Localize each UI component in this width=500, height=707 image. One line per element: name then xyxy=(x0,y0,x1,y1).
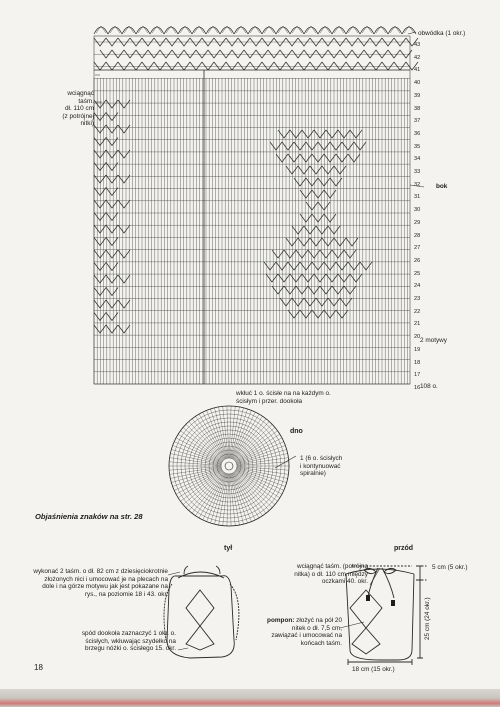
dno-note: 1 (6 o. ścisłych i kontynuować spiralnie) xyxy=(300,455,343,478)
tyl-note-top: wykonać 2 taśm. o dł. 82 cm z dziesięciokrotnie złożonych nici i umocować je na plecach na dole i na górze motywu jak jest pokazane na rys., na poziomie 18 i 43. okr. xyxy=(33,568,168,598)
motifs-label: 2 motywy xyxy=(420,337,447,344)
row-number: 19 xyxy=(414,346,421,353)
drawstring-note: wciągnąć taśm. dł. 110 cm (z potrójnej nitki) xyxy=(62,90,94,128)
dim-bottom: 18 cm (15 okr.) xyxy=(352,666,395,673)
pompon-right xyxy=(391,600,395,606)
row-number: 18 xyxy=(414,359,421,366)
row-number: 29 xyxy=(414,219,421,226)
row-number: 42 xyxy=(414,54,421,61)
przod-title: przód xyxy=(394,545,414,552)
row-number: 41 xyxy=(414,67,421,74)
row-number: 28 xyxy=(414,232,421,239)
row-number: 37 xyxy=(414,118,421,125)
row-number: 26 xyxy=(414,257,421,264)
stitch-chart-grid xyxy=(94,36,410,384)
dim-top: 5 cm (5 okr.) xyxy=(432,564,468,571)
row-number: 30 xyxy=(414,207,421,214)
bottom-round-note: wkłuć 1 o. ścisłe na na każdym o. ścisłym i przer. dookoła xyxy=(236,390,331,405)
row-number: 36 xyxy=(414,130,421,137)
round-bottom-diagram xyxy=(169,406,289,526)
row-number: 27 xyxy=(414,245,421,252)
pompon-label: pompon: xyxy=(267,617,295,624)
row-number: 32 xyxy=(414,181,421,188)
row-number: 34 xyxy=(414,156,421,163)
row-number: 33 xyxy=(414,169,421,176)
tyl-note-bottom: spód dookoła zaznaczyć 1 okr. o. ścisłych, wkłuwając szydełko na brzegu nóżki o. ścisłego 15. okr. xyxy=(81,630,176,653)
row-number: 31 xyxy=(414,194,421,201)
row-number: 17 xyxy=(414,372,421,379)
row-number: 40 xyxy=(414,80,421,87)
pompon-note xyxy=(250,617,342,647)
row-number: 24 xyxy=(414,283,421,290)
loops-label: 108 o. xyxy=(420,383,438,390)
row-number: 43 xyxy=(414,42,421,48)
page-number: 18 xyxy=(34,663,43,672)
dim-side: 25 cm (24 okr.) xyxy=(424,597,431,640)
przod-note-top: wciągnąć taśm. (potrójna nitka) o dł. 110 cm między oczkami 40. okr. xyxy=(294,563,368,586)
row-number: 21 xyxy=(414,321,421,328)
row-number: 25 xyxy=(414,270,421,277)
row-number: 23 xyxy=(414,296,421,303)
row-number: 16 xyxy=(414,385,421,391)
pompon-text: złożyć na pół 20 nitek o dł. 7,5 cm, zawiązać i umocować na końcach taśm. xyxy=(271,617,342,647)
dno-title: dno xyxy=(290,428,303,435)
motif-v-stitches xyxy=(94,38,421,333)
border-scallops xyxy=(94,26,416,34)
tyl-title: tył xyxy=(224,545,233,552)
row-number: 39 xyxy=(414,92,421,99)
legend-caption: Objaśnienia znaków na str. 28 xyxy=(35,512,143,521)
bok-label: bok xyxy=(436,183,448,190)
row-number: 38 xyxy=(414,105,421,112)
obwodka-label: obwódka (1 okr.) xyxy=(418,30,466,37)
row-number: 20 xyxy=(414,334,421,341)
row-number: 35 xyxy=(414,143,421,150)
row-number: 22 xyxy=(414,308,421,315)
pompon-left xyxy=(366,595,370,601)
